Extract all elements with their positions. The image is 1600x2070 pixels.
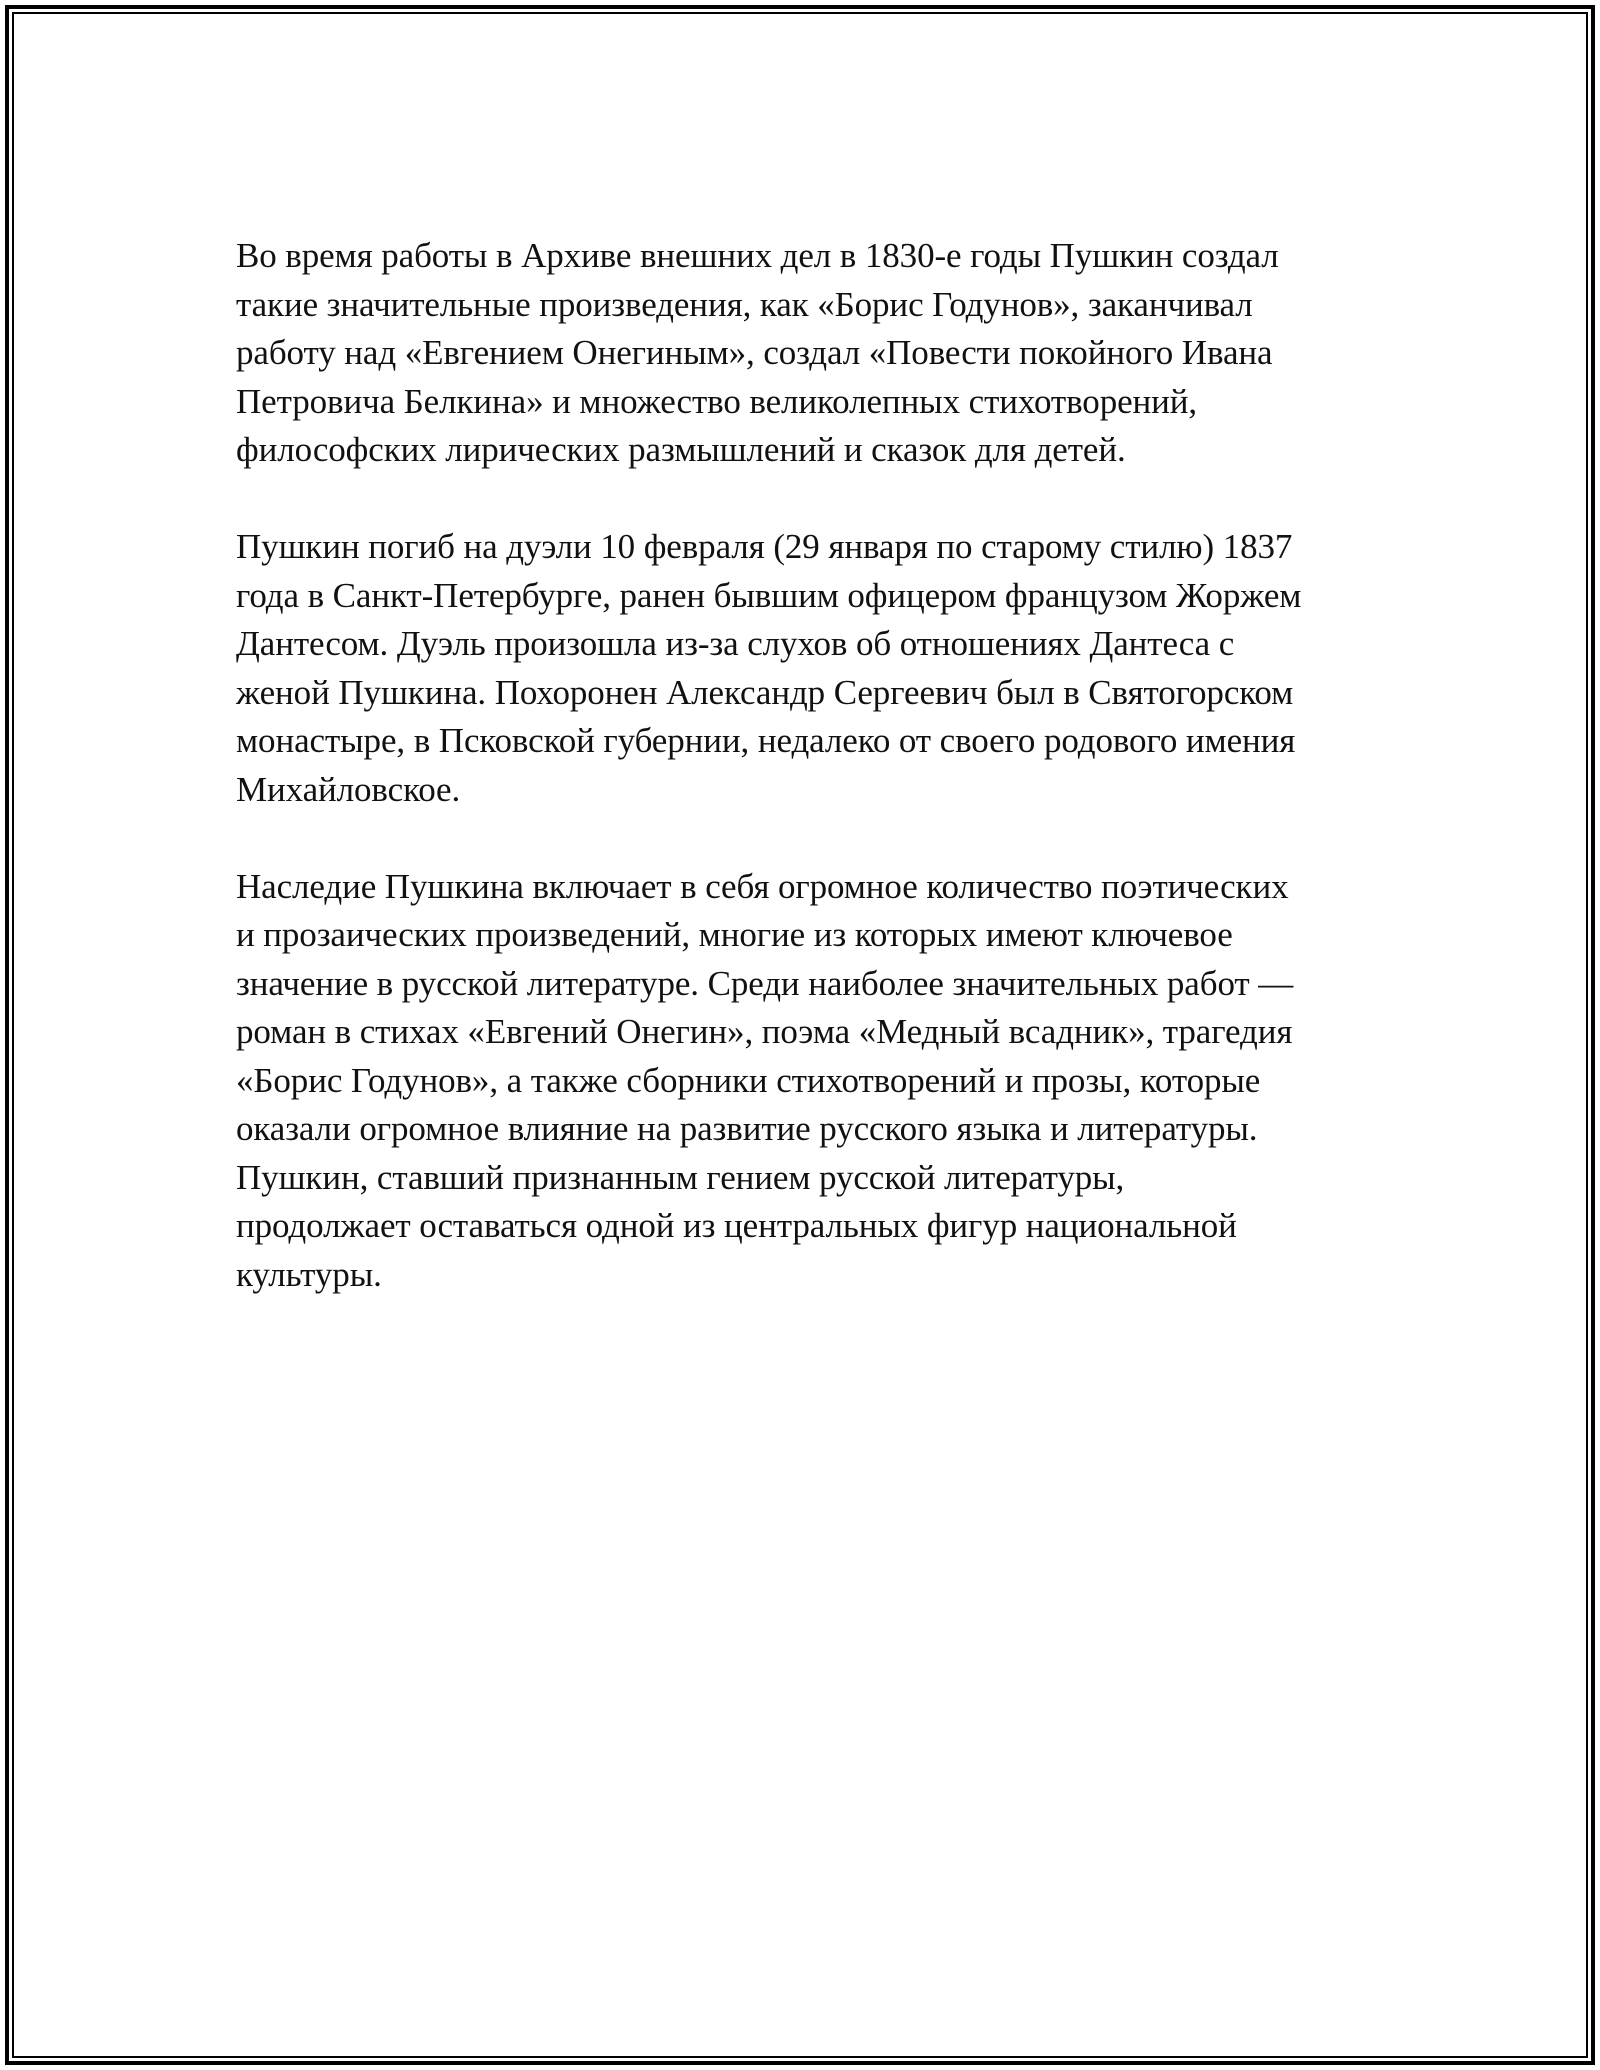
paragraph-archive-period: Во время работы в Архиве внешних дел в 1830-е годы Пушкин создал такие значительные произведения, как «Борис Годунов», заканчивал работу над «Евгением Онегиным», создал «Повести покойного Ивана Петровича Белкина» и множество великолепных стихотворений, философских лирических размышлений и сказок для детей. xyxy=(236,236,1279,469)
paragraph-duel-and-death: Пушкин погиб на дуэли 10 февраля (29 января по старому стилю) 1837 года в Санкт-Петербурге, ранен бывшим офицером французом Жоржем Дантесом. Дуэль произошла из-за слухов об отношениях Дантеса с женой Пушкина. Похоронен Александр Сергеевич был в Святогорском монастыре, в Псковской губернии, недалеко от своего родового имения Михайловское. xyxy=(236,527,1302,809)
paragraph-legacy: Наследие Пушкина включает в себя огромное количество поэтических и прозаических произведений, многие из которых имеют ключевое значение в русской литературе. Среди наиболее значительных работ — роман в стихах «Евгений Онегин», поэма «Медный всадник», трагедия «Борис Годунов», а также сборники стихотворений и прозы, которые оказали огромное влияние на развитие русского языка и литературы. Пушкин, ставший признанным гением русской литературы, продолжает оставаться одной из центральных фигур национальной культуры. xyxy=(236,866,1294,1294)
document-body xyxy=(236,232,1376,1348)
